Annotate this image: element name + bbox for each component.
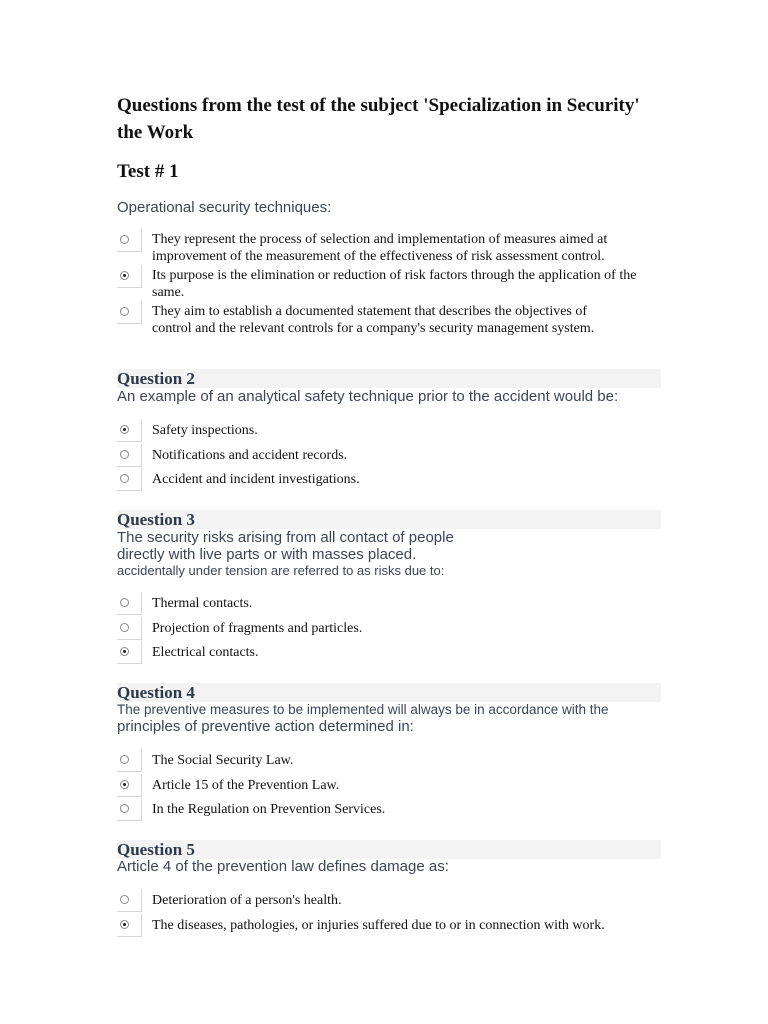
question-5-prompt-line: Article 4 of the prevention law defines damage as: [117, 858, 449, 875]
question-2-prompt-line: An example of an analytical safety technique prior to the accident would be: [117, 388, 619, 405]
question-5-prompt [117, 858, 677, 876]
radio-button-selected-icon[interactable] [117, 774, 142, 797]
radio-button-icon[interactable] [117, 798, 142, 821]
radio-button-icon[interactable] [117, 444, 142, 467]
option-text-line: same. [152, 285, 185, 300]
option-text-line: The diseases, pathologies, or injuries suffered due to or in connection with work. [152, 918, 605, 933]
option-text-line: control and the relevant controls for a company's security management system. [152, 321, 595, 336]
option-text [152, 777, 684, 794]
radio-button-selected-icon[interactable] [117, 914, 142, 937]
question-4-prompt-line: The preventive measures to be implemented will always be in accordance with the [117, 702, 609, 717]
option-text [152, 801, 684, 818]
question-2-prompt [117, 388, 677, 405]
radio-button-icon[interactable] [117, 749, 142, 772]
radio-button-selected-icon[interactable] [117, 265, 142, 288]
radio-button-icon[interactable] [117, 592, 142, 615]
option-text-line: Projection of fragments and particles. [152, 621, 363, 636]
question-heading-label: Question 5 [117, 840, 195, 859]
option-text [152, 620, 684, 637]
question-3-prompt-line: directly with live parts or with masses placed. [117, 546, 417, 563]
option-text-line: Accident and incident investigations. [152, 472, 360, 487]
radio-button-icon[interactable] [117, 229, 142, 252]
radio-button-icon[interactable] [117, 617, 142, 640]
test-title: Test # 1 [117, 161, 179, 182]
option-text-line: Notifications and accident records. [152, 448, 348, 463]
question-5-heading [117, 840, 661, 859]
question-4-heading [117, 683, 661, 702]
radio-button-icon[interactable] [117, 889, 142, 912]
question-3-heading [117, 510, 661, 529]
radio-button-icon[interactable] [117, 468, 142, 491]
option-text-line: Article 15 of the Prevention Law. [152, 778, 340, 793]
option-text-line: In the Regulation on Prevention Services. [152, 802, 386, 817]
option-text-line: They represent the process of selection and implementation of measures aimed at [152, 232, 608, 247]
radio-button-icon[interactable] [117, 301, 142, 324]
option-text [152, 231, 684, 265]
option-text [152, 595, 684, 612]
question-1-prompt-line: Operational security techniques: [117, 199, 332, 216]
option-text [152, 644, 684, 661]
option-text [152, 471, 684, 488]
question-2-heading [117, 369, 661, 388]
option-text-line: Electrical contacts. [152, 645, 259, 660]
question-heading-label: Question 4 [117, 683, 195, 702]
question-4-prompt-line: principles of preventive action determined in: [117, 718, 414, 735]
question-1-prompt [117, 199, 677, 217]
option-text [152, 447, 684, 464]
option-text [152, 917, 684, 934]
question-heading-label: Question 2 [117, 369, 195, 388]
option-text [152, 267, 684, 301]
option-text [152, 422, 684, 439]
radio-button-selected-icon[interactable] [117, 641, 142, 664]
option-text-line: Safety inspections. [152, 423, 258, 438]
option-text-line: Deterioration of a person's health. [152, 893, 342, 908]
question-3-prompt [117, 529, 677, 579]
document-title-line-2: the Work [117, 122, 194, 143]
option-text-line: Its purpose is the elimination or reduction of risk factors through the application of the [152, 268, 637, 283]
radio-button-selected-icon[interactable] [117, 419, 142, 442]
question-4-prompt [117, 702, 677, 736]
option-text-line: They aim to establish a documented statement that describes the objectives of [152, 304, 588, 319]
document-title [117, 92, 707, 146]
option-text [152, 752, 684, 769]
question-3-prompt-line: accidentally under tension are referred to as risks due to: [117, 563, 445, 578]
question-3-prompt-line: The security risks arising from all contact of people [117, 529, 454, 546]
option-text-line: improvement of the measurement of the effectiveness of risk assessment control. [152, 249, 605, 264]
question-heading-label: Question 3 [117, 510, 195, 529]
option-text-line: Thermal contacts. [152, 596, 253, 611]
option-text [152, 892, 684, 909]
option-text-line: The Social Security Law. [152, 753, 294, 768]
document-title-line-1: Questions from the test of the subject 'Specialization in Security' [117, 95, 640, 116]
option-text [152, 303, 684, 337]
